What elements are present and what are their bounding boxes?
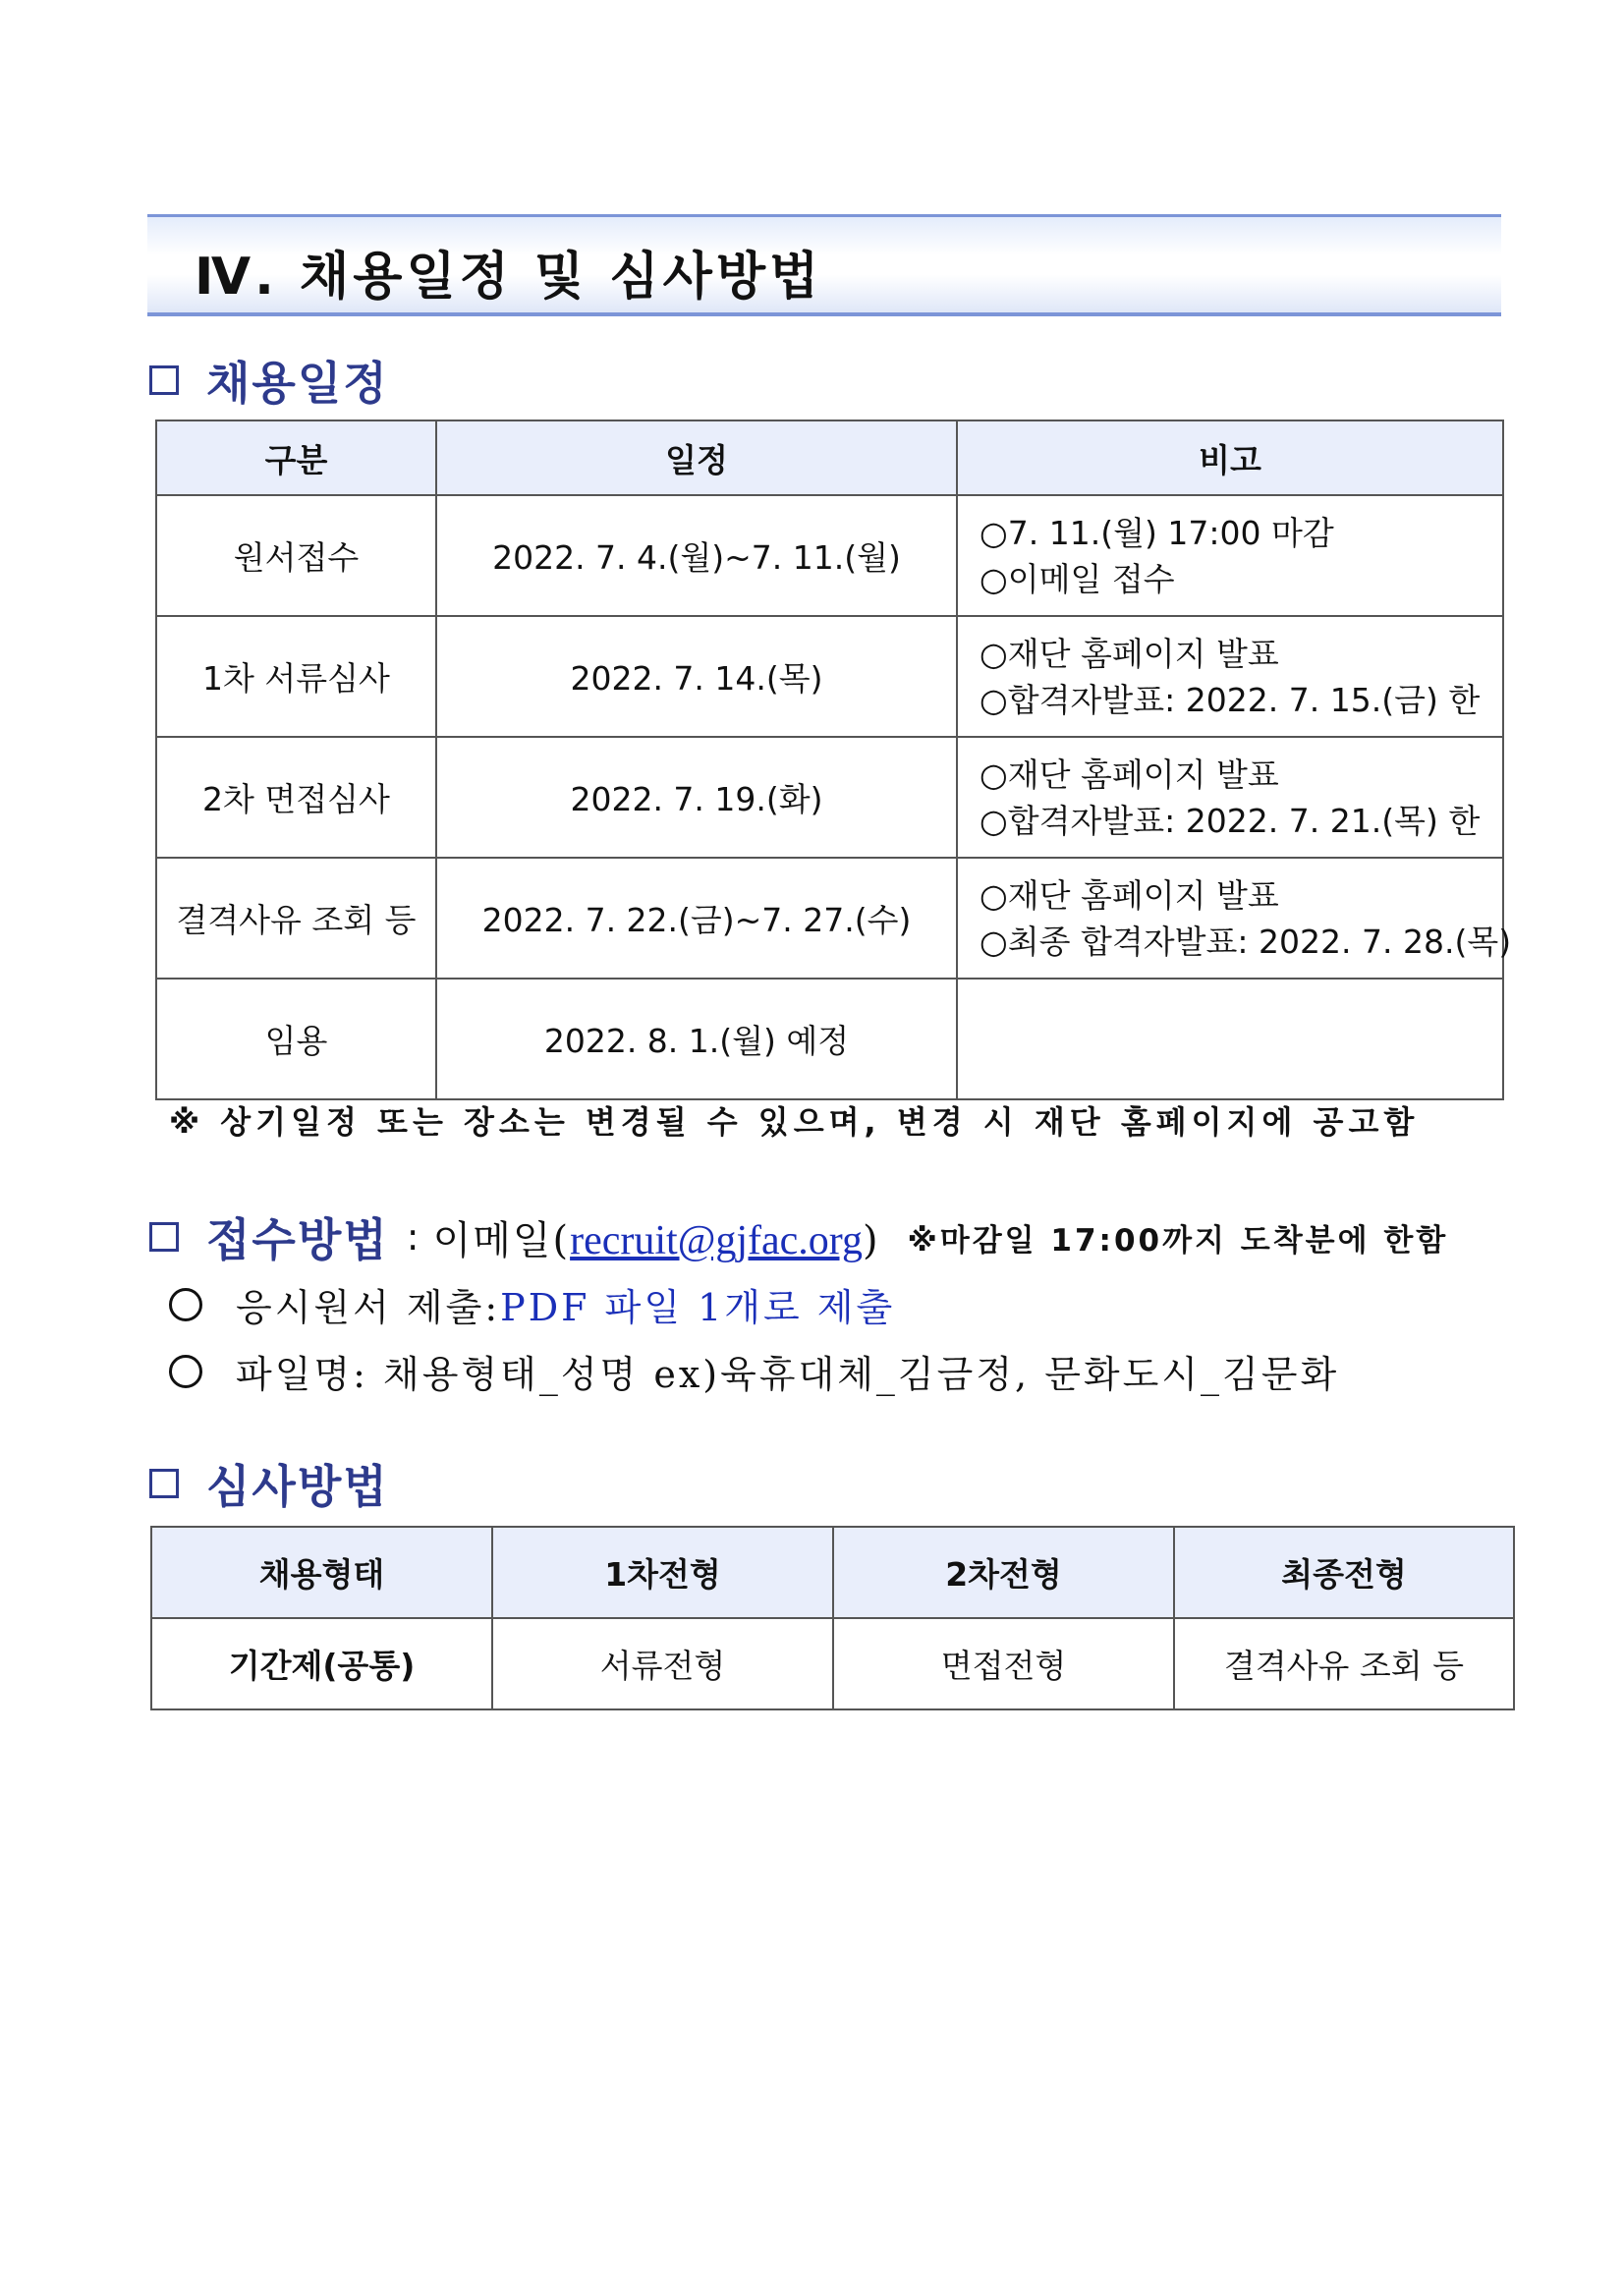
- schedule-note-line: ○7. 11.(월) 17:00 마감: [980, 513, 1334, 552]
- circle-bullet-icon: [169, 1288, 202, 1321]
- table-row: [156, 858, 1503, 979]
- receipt-method-suffix: ): [863, 1217, 880, 1263]
- schedule-header-category: 구분: [156, 420, 436, 495]
- receipt-method-prefix: 이메일(: [432, 1217, 571, 1263]
- schedule-header-row: [156, 420, 1503, 495]
- review-second-cell: 면접전형: [833, 1618, 1174, 1709]
- schedule-date: 2022. 7. 4.(월)~7. 11.(월): [436, 495, 957, 616]
- checkbox-square-icon: [149, 365, 179, 395]
- schedule-date: 2022. 8. 1.(월) 예정: [436, 979, 957, 1099]
- schedule-category: 2차 면접심사: [156, 737, 436, 858]
- section-title: Ⅳ. 채용일정 및 심사방법: [195, 248, 823, 307]
- list-item: [169, 1344, 1339, 1398]
- review-heading-text: 심사방법: [206, 1460, 389, 1513]
- schedule-notes: [957, 495, 1503, 616]
- schedule-footnote: ※ 상기일정 또는 장소는 변경될 수 있으며, 변경 시 재단 홈페이지에 공고함: [169, 1103, 1420, 1141]
- review-type-cell: 기간제(공통): [151, 1618, 492, 1709]
- review-header-first: 1차전형: [492, 1527, 833, 1618]
- section-banner: [147, 214, 1501, 316]
- review-heading: [149, 1451, 389, 1516]
- schedule-notes: [957, 979, 1503, 1099]
- bullet-label: 파일명: 채용형태_성명 ex)육휴대체_김금정, 문화도시_김문화: [236, 1353, 1340, 1396]
- receipt-heading: [149, 1204, 1448, 1269]
- schedule-heading: [149, 348, 389, 413]
- review-header-second: 2차전형: [833, 1527, 1174, 1618]
- review-header-final: 최종전형: [1174, 1527, 1514, 1618]
- table-row: [156, 979, 1503, 1099]
- review-header-row: [151, 1527, 1514, 1618]
- schedule-category: 결격사유 조회 등: [156, 858, 436, 979]
- schedule-table: [155, 420, 1512, 1100]
- schedule-note-line: ○재단 홈페이지 발표: [980, 755, 1279, 794]
- schedule-category: 원서접수: [156, 495, 436, 616]
- schedule-note-line: ○재단 홈페이지 발표: [980, 634, 1279, 673]
- list-item: [169, 1277, 895, 1331]
- schedule-header-date: 일정: [436, 420, 957, 495]
- schedule-notes: [957, 858, 1512, 979]
- schedule-heading-text: 채용일정: [206, 357, 389, 410]
- receipt-method: [433, 1209, 880, 1265]
- schedule-date: 2022. 7. 22.(금)~7. 27.(수): [436, 858, 957, 979]
- schedule-category: 1차 서류심사: [156, 616, 436, 737]
- schedule-note-line: ○합격자발표: 2022. 7. 15.(금) 한: [980, 680, 1481, 719]
- email-link[interactable]: recruit@gjfac.org: [570, 1217, 864, 1263]
- schedule-note-line: ○합격자발표: 2022. 7. 21.(목) 한: [980, 801, 1481, 840]
- schedule-note-line: ○이메일 접수: [980, 559, 1175, 598]
- circle-bullet-icon: [169, 1355, 202, 1388]
- review-header-type: 채용형태: [151, 1527, 492, 1618]
- schedule-notes: [957, 616, 1503, 737]
- table-row: [151, 1618, 1514, 1709]
- review-final-cell: 결격사유 조회 등: [1174, 1618, 1514, 1709]
- review-first-cell: 서류전형: [492, 1618, 833, 1709]
- review-table: [150, 1526, 1515, 1710]
- receipt-heading-text: 접수방법: [206, 1213, 389, 1266]
- bullet-label: 응시원서 제출:: [236, 1286, 501, 1329]
- table-row: [156, 495, 1503, 616]
- table-row: [156, 616, 1503, 737]
- bullet-value: PDF 파일 1개로 제출: [500, 1286, 896, 1329]
- checkbox-square-icon: [149, 1469, 179, 1498]
- receipt-colon: :: [406, 1215, 420, 1259]
- schedule-date: 2022. 7. 14.(목): [436, 616, 957, 737]
- table-row: [156, 737, 1503, 858]
- schedule-note-line: ○최종 합격자발표: 2022. 7. 28.(목): [980, 922, 1512, 961]
- schedule-notes: [957, 737, 1503, 858]
- checkbox-square-icon: [149, 1222, 179, 1252]
- schedule-header-notes: 비고: [957, 420, 1503, 495]
- schedule-note-line: ○재단 홈페이지 발표: [980, 875, 1279, 915]
- schedule-category: 임용: [156, 979, 436, 1099]
- receipt-deadline-note: ※마감일 17:00까지 도착분에 한함: [907, 1222, 1449, 1259]
- schedule-date: 2022. 7. 19.(화): [436, 737, 957, 858]
